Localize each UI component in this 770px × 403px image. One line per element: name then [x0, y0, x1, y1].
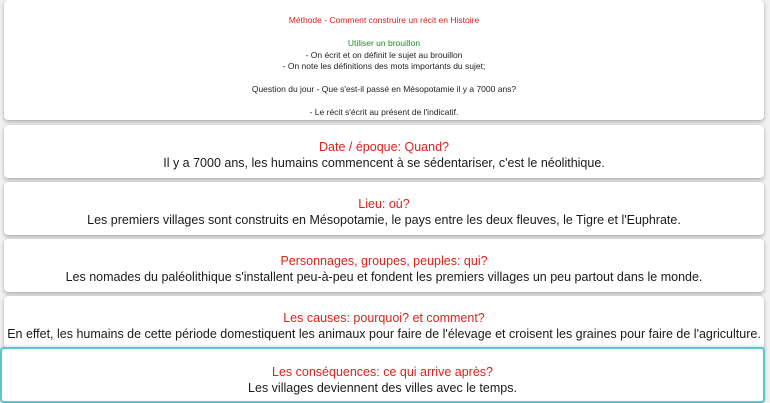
- brouillon-line-2: - On note les définitions des mots importants du sujet;: [282, 61, 486, 71]
- section-card-lieu[interactable]: [4, 182, 764, 235]
- section-question: Date / époque: Quand?: [319, 140, 449, 154]
- section-card-consequences[interactable]: [0, 347, 765, 403]
- section-answer: Il y a 7000 ans, les humains commencent à se sédentariser, c'est le néolithique.: [163, 156, 605, 170]
- method-title: Méthode - Comment construire un récit en Histoire: [288, 15, 480, 25]
- section-answer: En effet, les humains de cette période domestiquent les animaux pour faire de l'élevage et croisent les graines pour faire de l'agriculture.: [7, 327, 761, 341]
- question-of-day: Question du jour - Que s'est-il passé en Mésopotamie il y a 7000 ans?: [251, 84, 517, 94]
- section-question: Personnages, groupes, peuples: qui?: [280, 254, 488, 268]
- section-answer: Les villages deviennent des villes avec le temps.: [248, 381, 517, 395]
- intro-card: [4, 0, 764, 120]
- tense-rule: - Le récit s'écrit au présent de l'indicatif.: [309, 107, 459, 117]
- section-card-date[interactable]: [4, 125, 764, 178]
- brouillon-heading: Utiliser un brouillon: [347, 38, 421, 48]
- brouillon-line-1: - On écrit et on définit le sujet au brouillon: [305, 49, 463, 60]
- section-answer: Les premiers villages sont construits en Mésopotamie, le pays entre les deux fleuves, le Tigre et l'Euphrate.: [87, 213, 681, 227]
- section-card-personnages[interactable]: [4, 239, 764, 292]
- section-answer: Les nomades du paléolithique s'installent peu-à-peu et fondent les premiers villages un peu partout dans le monde.: [65, 270, 703, 284]
- section-question: Lieu: où?: [358, 197, 410, 211]
- section-question: Les conséquences: ce qui arrive après?: [272, 365, 493, 379]
- section-card-causes[interactable]: [4, 296, 764, 349]
- section-question: Les causes: pourquoi? et comment?: [283, 311, 485, 325]
